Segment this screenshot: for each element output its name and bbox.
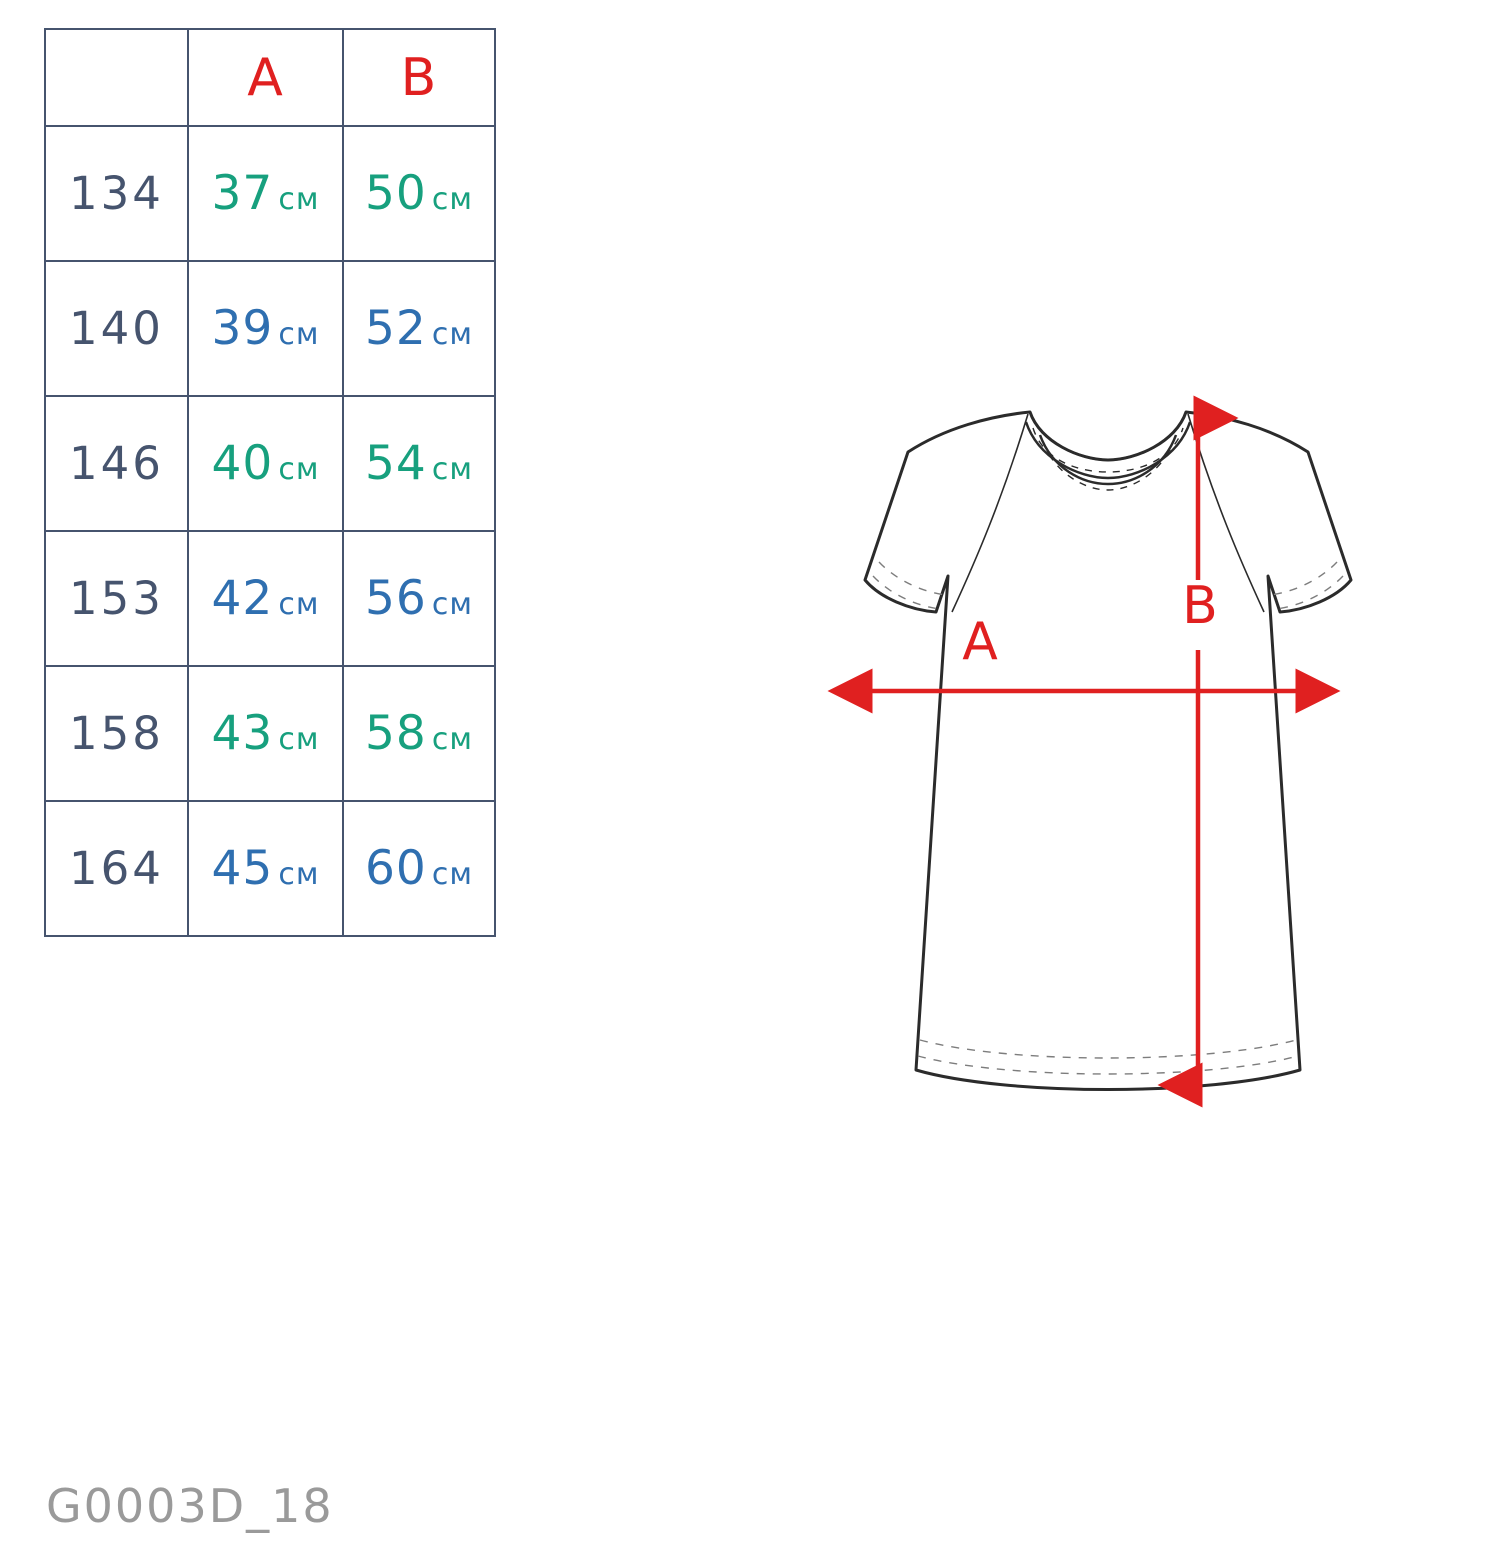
row-b-value (343, 801, 495, 936)
a-unit: см (278, 452, 320, 487)
b-unit: см (431, 587, 473, 622)
b-unit: см (431, 722, 473, 757)
row-a-value (188, 396, 343, 531)
b-number: 52 (365, 301, 427, 356)
a-number: 43 (211, 706, 274, 761)
table-row (45, 261, 495, 396)
table-header-empty (45, 29, 188, 126)
a-number: 45 (211, 841, 274, 896)
table-row (45, 531, 495, 666)
t-shirt-diagram (740, 380, 1380, 1170)
a-number: 40 (211, 436, 274, 491)
row-size-label: 134 (45, 126, 188, 261)
a-number: 37 (211, 166, 274, 221)
b-number: 58 (365, 706, 427, 761)
row-size-label: 158 (45, 666, 188, 801)
b-number: 60 (365, 841, 427, 896)
a-unit: см (278, 587, 320, 622)
a-unit: см (278, 857, 320, 892)
row-size-label: 140 (45, 261, 188, 396)
measure-a-label: A (962, 612, 998, 672)
row-a-value (188, 801, 343, 936)
row-b-value (343, 396, 495, 531)
b-unit: см (431, 857, 473, 892)
b-number: 54 (365, 436, 427, 491)
a-unit: см (278, 722, 320, 757)
row-a-value (188, 531, 343, 666)
article-code: G0003D_18 (46, 1479, 334, 1533)
table-header-a: A (188, 29, 343, 126)
row-b-value (343, 261, 495, 396)
b-unit: см (431, 317, 473, 352)
b-unit: см (431, 452, 473, 487)
row-a-value (188, 126, 343, 261)
b-unit: см (431, 182, 473, 217)
row-a-value (188, 666, 343, 801)
row-size-label: 164 (45, 801, 188, 936)
measure-b-label: B (1182, 576, 1218, 636)
a-unit: см (278, 182, 320, 217)
b-number: 56 (365, 571, 427, 626)
a-number: 39 (211, 301, 274, 356)
table-row (45, 396, 495, 531)
b-number: 50 (365, 166, 427, 221)
row-b-value (343, 531, 495, 666)
a-unit: см (278, 317, 320, 352)
a-number: 42 (211, 571, 274, 626)
row-b-value (343, 126, 495, 261)
size-chart-table (44, 28, 496, 937)
row-b-value (343, 666, 495, 801)
table-header-b: B (343, 29, 495, 126)
table-row (45, 126, 495, 261)
table-row (45, 666, 495, 801)
table-header-row (45, 29, 495, 126)
row-a-value (188, 261, 343, 396)
row-size-label: 153 (45, 531, 188, 666)
table-row (45, 801, 495, 936)
row-size-label: 146 (45, 396, 188, 531)
